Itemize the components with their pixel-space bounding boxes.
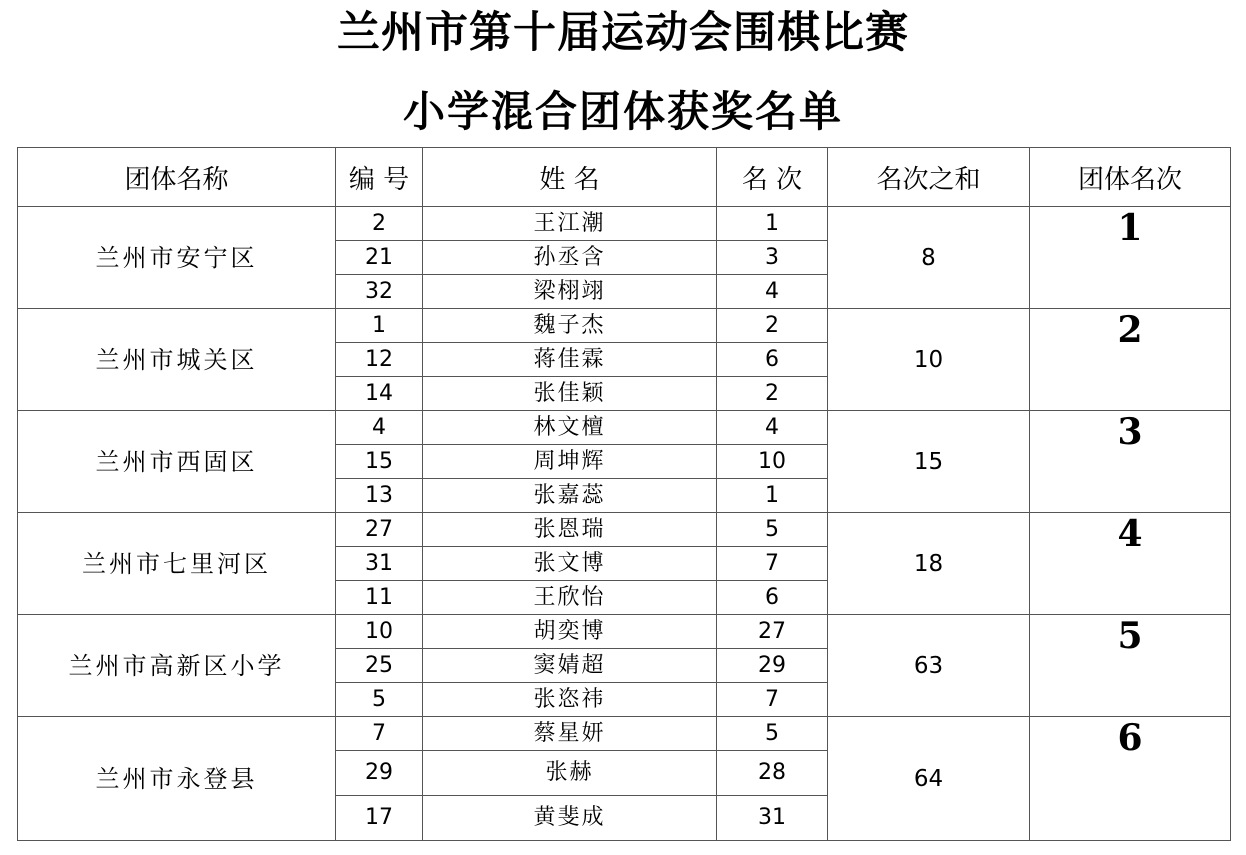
member-number-cell: 17 <box>336 796 423 841</box>
table-row <box>18 717 1231 751</box>
place-sum-cell: 18 <box>828 513 1030 615</box>
table-row <box>18 513 1231 547</box>
member-place-cell: 4 <box>717 411 828 445</box>
member-name-cell: 王江潮 <box>423 207 717 241</box>
table-header-row <box>18 148 1231 207</box>
header-name: 姓 名 <box>423 148 717 207</box>
member-name-cell: 蔡星妍 <box>423 717 717 751</box>
member-place-cell: 7 <box>717 547 828 581</box>
member-place-cell: 1 <box>717 207 828 241</box>
member-name-cell: 魏子杰 <box>423 309 717 343</box>
member-place-cell: 1 <box>717 479 828 513</box>
page-title: 兰州市第十届运动会围棋比赛 <box>337 8 909 58</box>
member-name-cell: 王欣怡 <box>423 581 717 615</box>
member-number-cell: 10 <box>336 615 423 649</box>
member-place-cell: 3 <box>717 241 828 275</box>
member-number-cell: 15 <box>336 445 423 479</box>
member-place-cell: 31 <box>717 796 828 841</box>
team-name-cell: 兰州市高新区小学 <box>18 615 336 717</box>
header-number: 编 号 <box>336 148 423 207</box>
member-name-cell: 梁栩翊 <box>423 275 717 309</box>
place-sum-cell: 10 <box>828 309 1030 411</box>
member-number-cell: 13 <box>336 479 423 513</box>
member-number-cell: 5 <box>336 683 423 717</box>
table-row <box>18 309 1231 343</box>
place-sum-cell: 63 <box>828 615 1030 717</box>
team-name-cell: 兰州市西固区 <box>18 411 336 513</box>
team-name-cell: 兰州市城关区 <box>18 309 336 411</box>
team-name-cell: 兰州市七里河区 <box>18 513 336 615</box>
member-name-cell: 孙丞含 <box>423 241 717 275</box>
table-row <box>18 411 1231 445</box>
member-name-cell: 张嘉蕊 <box>423 479 717 513</box>
member-place-cell: 29 <box>717 649 828 683</box>
member-name-cell: 周坤辉 <box>423 445 717 479</box>
place-sum-cell: 8 <box>828 207 1030 309</box>
member-number-cell: 27 <box>336 513 423 547</box>
member-number-cell: 4 <box>336 411 423 445</box>
page-subtitle: 小学混合团体获奖名单 <box>402 87 843 136</box>
member-place-cell: 27 <box>717 615 828 649</box>
member-number-cell: 7 <box>336 717 423 751</box>
member-number-cell: 25 <box>336 649 423 683</box>
team-name-cell: 兰州市永登县 <box>18 717 336 841</box>
table-row <box>18 207 1231 241</box>
member-place-cell: 2 <box>717 309 828 343</box>
member-name-cell: 蒋佳霖 <box>423 343 717 377</box>
member-name-cell: 林文檀 <box>423 411 717 445</box>
team-rank-cell: 5 <box>1030 615 1231 717</box>
place-sum-cell: 64 <box>828 717 1030 841</box>
member-number-cell: 21 <box>336 241 423 275</box>
team-rank-cell: 6 <box>1030 717 1231 841</box>
member-place-cell: 6 <box>717 343 828 377</box>
member-place-cell: 5 <box>717 717 828 751</box>
place-sum-cell: 15 <box>828 411 1030 513</box>
member-name-cell: 黄斐成 <box>423 796 717 841</box>
member-place-cell: 7 <box>717 683 828 717</box>
member-place-cell: 5 <box>717 513 828 547</box>
team-rank-cell: 2 <box>1030 309 1231 411</box>
member-name-cell: 张赫 <box>423 751 717 796</box>
member-number-cell: 14 <box>336 377 423 411</box>
header-place-sum: 名次之和 <box>828 148 1030 207</box>
header-team: 团体名称 <box>18 148 336 207</box>
member-place-cell: 28 <box>717 751 828 796</box>
member-name-cell: 窦婧超 <box>423 649 717 683</box>
member-number-cell: 29 <box>336 751 423 796</box>
member-number-cell: 1 <box>336 309 423 343</box>
member-name-cell: 胡奕博 <box>423 615 717 649</box>
member-name-cell: 张文博 <box>423 547 717 581</box>
member-place-cell: 10 <box>717 445 828 479</box>
member-name-cell: 张恣祎 <box>423 683 717 717</box>
member-number-cell: 11 <box>336 581 423 615</box>
member-place-cell: 2 <box>717 377 828 411</box>
member-place-cell: 6 <box>717 581 828 615</box>
team-rank-cell: 3 <box>1030 411 1231 513</box>
team-name-cell: 兰州市安宁区 <box>18 207 336 309</box>
member-name-cell: 张恩瑞 <box>423 513 717 547</box>
member-number-cell: 12 <box>336 343 423 377</box>
header-place: 名 次 <box>717 148 828 207</box>
member-number-cell: 2 <box>336 207 423 241</box>
member-number-cell: 31 <box>336 547 423 581</box>
member-number-cell: 32 <box>336 275 423 309</box>
table-row <box>18 615 1231 649</box>
header-team-rank: 团体名次 <box>1030 148 1231 207</box>
member-place-cell: 4 <box>717 275 828 309</box>
results-table <box>17 147 1231 841</box>
member-name-cell: 张佳颖 <box>423 377 717 411</box>
team-rank-cell: 4 <box>1030 513 1231 615</box>
team-rank-cell: 1 <box>1030 207 1231 309</box>
